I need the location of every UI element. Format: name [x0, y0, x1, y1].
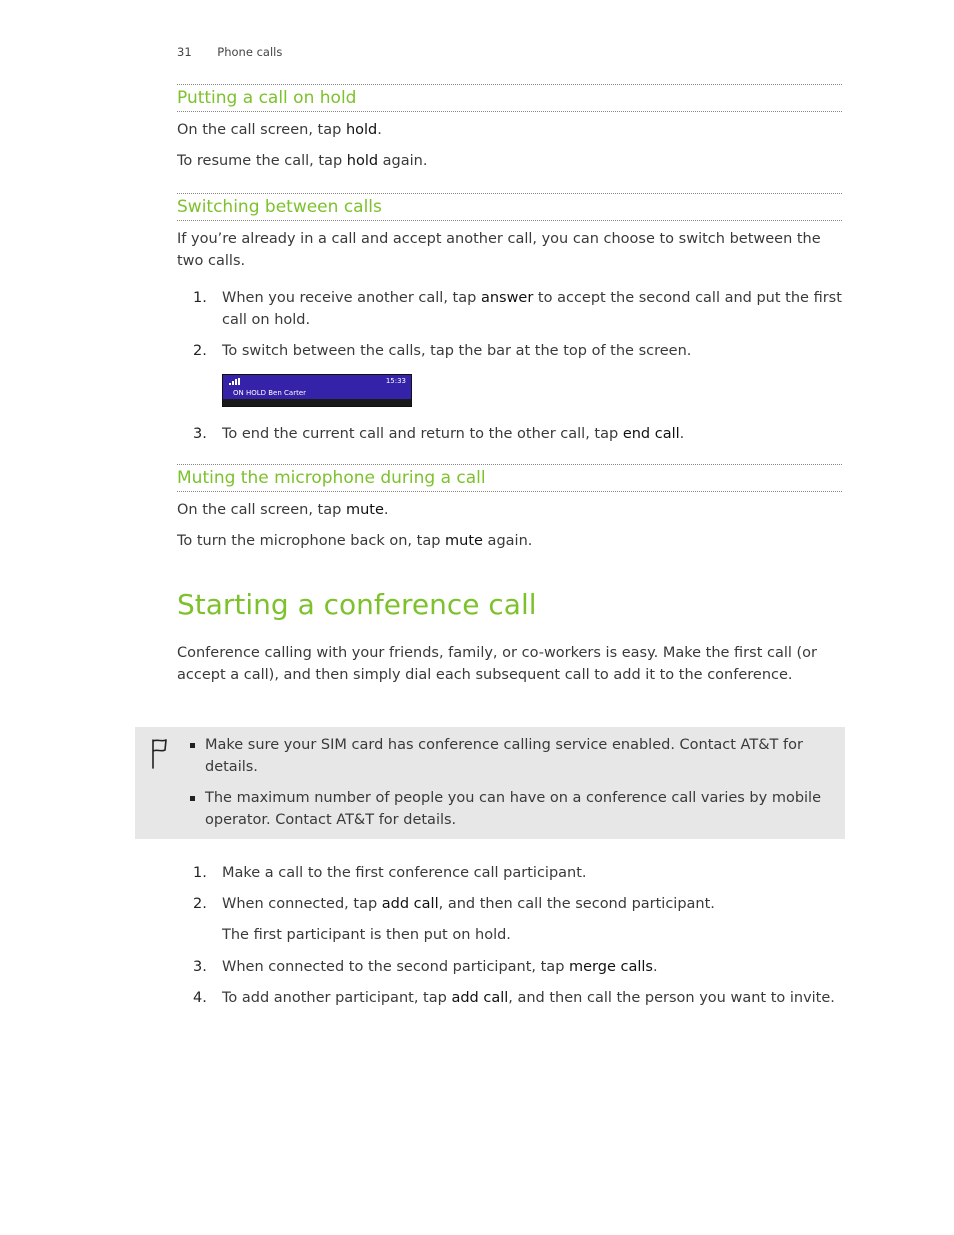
conference-step-4	[193, 987, 843, 1009]
keyword-mute: mute	[445, 533, 483, 549]
keyword-merge-calls: merge calls	[569, 959, 653, 975]
list-item: 1. Make a call to the first conference call participant.	[193, 865, 587, 881]
flag-note-icon	[148, 737, 170, 771]
muting-paragraph-1: On the call screen, tap mute.	[177, 502, 389, 518]
keyword-end-call: end call	[622, 426, 680, 442]
switching-step-3	[193, 423, 843, 445]
section-title-switching: Switching between calls	[177, 193, 842, 221]
section-title-hold: Putting a call on hold	[177, 84, 842, 112]
chapter-heading: Starting a conference call	[177, 588, 537, 621]
page-number: 31	[177, 45, 192, 59]
section-hold	[177, 84, 842, 172]
muting-paragraph-2: To turn the microphone back on, tap mute again.	[177, 533, 533, 549]
chapter-title: Phone calls	[217, 45, 283, 59]
list-item: 2. To switch between the calls, tap the bar at the top of the screen.	[193, 343, 692, 359]
keyword-add-call: add call	[381, 896, 439, 912]
list-item-subtext: The first participant is then put on hold.	[222, 927, 511, 943]
keyword-answer: answer	[480, 290, 534, 306]
switching-intro: If you’re already in a call and accept another call, you can choose to switch between the two calls.	[177, 231, 821, 269]
note-list	[190, 734, 840, 840]
section-muting	[177, 464, 842, 552]
conference-step-2-note	[193, 924, 843, 946]
keyword-hold: hold	[346, 153, 379, 169]
note-item: The maximum number of people you can have on a conference call varies by mobile operator. Contact AT&T for details.	[190, 787, 840, 831]
on-hold-status: ON HOLD Ben Carter	[233, 389, 307, 397]
section-title-muting: Muting the microphone during a call	[177, 464, 842, 492]
list-item: 1. When you receive another call, tap answer to accept the second call and put the first call on hold.	[193, 290, 842, 328]
switching-step-2	[193, 340, 843, 362]
bullet-icon	[190, 796, 195, 801]
switching-step-1	[193, 287, 843, 331]
hold-paragraph-1: On the call screen, tap hold.	[177, 122, 382, 138]
bar-bottom-strip	[223, 399, 411, 406]
conference-step-3	[193, 956, 843, 978]
hold-paragraph-2: To resume the call, tap hold again.	[177, 153, 428, 169]
bullet-icon	[190, 743, 195, 748]
page-header	[177, 45, 282, 59]
list-item: 3. To end the current call and return to the other call, tap end call.	[193, 426, 685, 442]
list-item: 2. When connected, tap add call, and then call the second participant.	[193, 896, 715, 912]
on-hold-bar-screenshot	[222, 374, 412, 407]
conference-step-2	[193, 893, 843, 915]
conference-step-1	[193, 862, 843, 884]
clock-time: 15:33	[385, 377, 406, 385]
keyword-mute: mute	[345, 502, 384, 518]
note-box	[135, 727, 845, 839]
conference-intro-block	[177, 642, 842, 686]
list-item: 3. When connected to the second participant, tap merge calls.	[193, 959, 658, 975]
conference-intro: Conference calling with your friends, family, or co-workers is easy. Make the first call (or accept a call), and then simply dial each subsequent call to add it to the conference.	[177, 645, 818, 683]
keyword-add-call: add call	[451, 990, 509, 1006]
note-item: Make sure your SIM card has conference calling service enabled. Contact AT&T for details.	[190, 734, 840, 778]
signal-icon	[229, 378, 241, 385]
list-item: 4. To add another participant, tap add call, and then call the person you want to invite.	[193, 990, 835, 1006]
keyword-hold: hold	[345, 122, 378, 138]
section-switching	[177, 193, 842, 272]
